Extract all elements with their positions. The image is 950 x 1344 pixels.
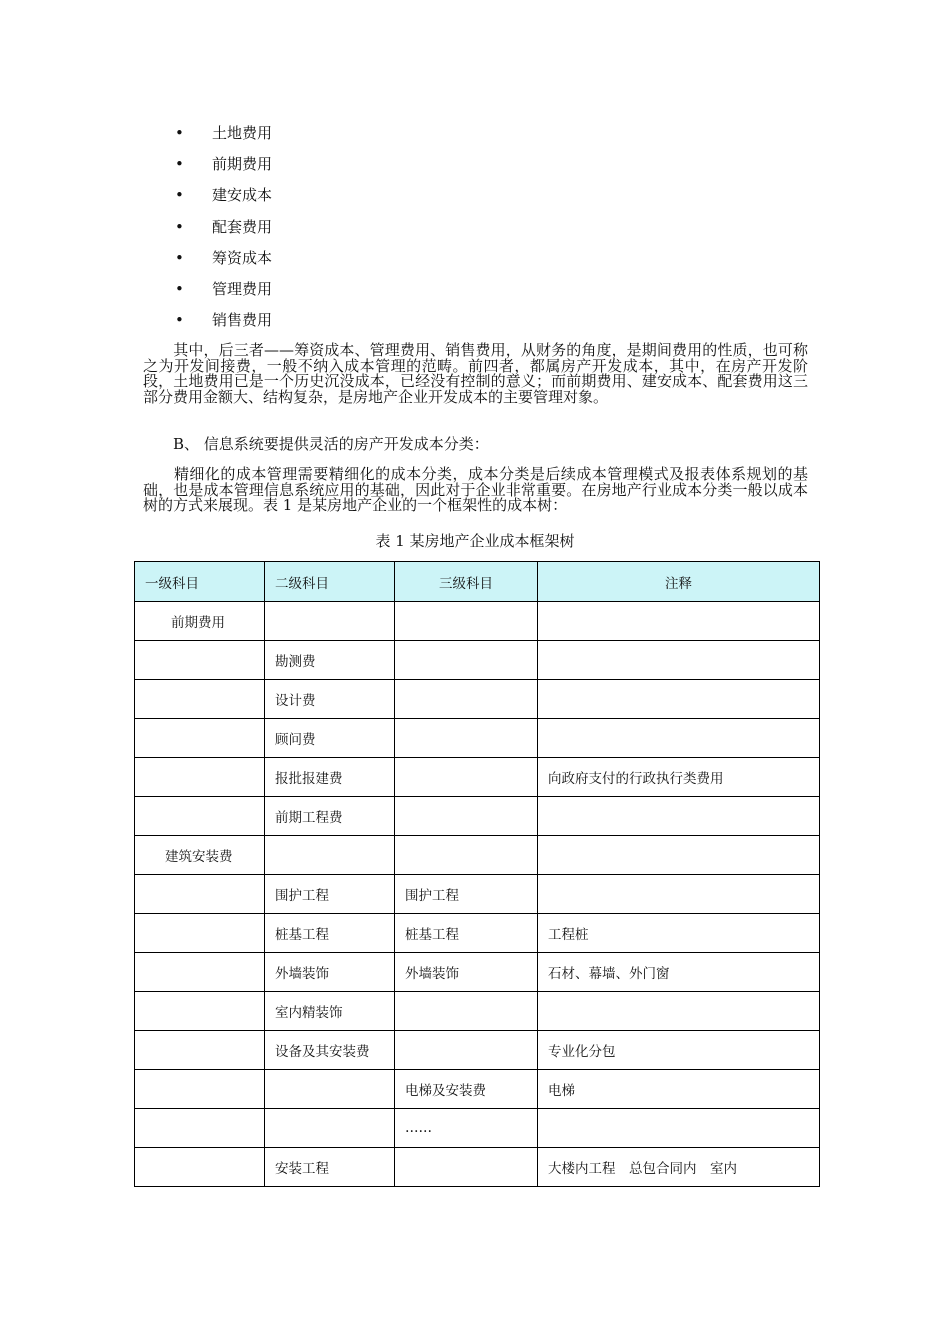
list-item-label: 销售费用 [212, 311, 273, 330]
list-item [175, 277, 272, 308]
list-item-label: 前期费用 [212, 155, 273, 174]
bullet-icon: • [175, 155, 184, 174]
table-row [135, 719, 820, 758]
table-cell [265, 1109, 395, 1148]
list-item-label: 筹资成本 [212, 248, 273, 267]
table-cell [538, 1109, 820, 1148]
table-cell [395, 719, 538, 758]
table-cell [395, 602, 538, 641]
table-cell: 前期工程费 [265, 797, 395, 836]
cost-item-list [175, 121, 272, 339]
cost-tree-table [134, 561, 820, 1187]
table-cell [395, 992, 538, 1031]
table-cell: 石材、幕墙、外门窗 [538, 953, 820, 992]
list-item-label: 管理费用 [212, 279, 273, 298]
table-cell: 专业化分包 [538, 1031, 820, 1070]
column-header-level1: 一级科目 [135, 562, 265, 602]
table-cell [135, 1031, 265, 1070]
paragraph-cost-classification: 精细化的成本管理需要精细化的成本分类，成本分类是后续成本管理模式及报表体系规划的基础，也是成本管理信息系统应用的基础，因此对于企业非常重要。在房地产行业成本分类一般以成本树的方式来展现。表 1 是某房地产企业的一个框架性的成本树： [143, 465, 808, 514]
table-cell [538, 797, 820, 836]
bullet-icon: • [175, 124, 184, 142]
list-item [175, 246, 272, 277]
table-cell [135, 1070, 265, 1109]
table-cell: 围护工程 [265, 875, 395, 914]
table-cell [395, 758, 538, 797]
list-item [175, 308, 272, 339]
table-cell [538, 680, 820, 719]
table-cell [538, 641, 820, 680]
table-cell: 设计费 [265, 680, 395, 719]
table-cell: 桩基工程 [395, 914, 538, 953]
table-row [135, 992, 820, 1031]
table-cell: 安装工程 [265, 1148, 395, 1187]
list-item [175, 152, 272, 183]
list-item [175, 215, 272, 246]
table-row [135, 797, 820, 836]
table-cell [395, 1031, 538, 1070]
table-cell [135, 758, 265, 797]
table-row [135, 641, 820, 680]
list-item-label: 建安成本 [212, 186, 273, 205]
table-cell: 工程桩 [538, 914, 820, 953]
table-cell [395, 1148, 538, 1187]
table-row [135, 914, 820, 953]
table-cell: 桩基工程 [265, 914, 395, 953]
table-cell [135, 1148, 265, 1187]
table-cell [135, 875, 265, 914]
table-header-row [135, 562, 820, 602]
table-row [135, 680, 820, 719]
table-cell [135, 797, 265, 836]
bullet-icon: • [175, 248, 184, 267]
table-cell: …… [395, 1109, 538, 1148]
table-cell [265, 602, 395, 641]
table-cell [395, 680, 538, 719]
table-cell: 设备及其安装费 [265, 1031, 395, 1070]
bullet-icon: • [175, 311, 184, 330]
table-cell [538, 719, 820, 758]
table-cell [538, 836, 820, 875]
table-row [135, 602, 820, 641]
table-cell: 建筑安装费 [135, 836, 265, 875]
table-cell [265, 836, 395, 875]
list-item-label: 配套费用 [212, 217, 273, 236]
table-row [135, 1148, 820, 1187]
table-cell: 向政府支付的行政执行类费用 [538, 758, 820, 797]
table-cell [135, 914, 265, 953]
table-row [135, 836, 820, 875]
table-cell: 勘测费 [265, 641, 395, 680]
table-cell: 电梯 [538, 1070, 820, 1109]
bullet-icon: • [175, 279, 184, 298]
column-header-level3: 三级科目 [395, 562, 538, 602]
table-cell: 电梯及安装费 [395, 1070, 538, 1109]
table-cell [135, 1109, 265, 1148]
table-row [135, 875, 820, 914]
table-cell: 大楼内工程 总包合同内 室内 [538, 1148, 820, 1187]
table-cell: 前期费用 [135, 602, 265, 641]
table-cell [395, 641, 538, 680]
list-item [175, 121, 272, 152]
table-cell [265, 1070, 395, 1109]
table-cell: 围护工程 [395, 875, 538, 914]
paragraph-heading-b: B、 信息系统要提供灵活的房产开发成本分类： [143, 435, 489, 453]
paragraph-period-costs: 其中，后三者——筹资成本、管理费用、销售费用，从财务的角度，是期间费用的性质，也可称之为开发间接费，一般不纳入成本管理的范畴。前四者，都属房产开发成本，其中，在房产开发阶段，土地费用已是一个历史沉没成本，已经没有控制的意义；而前期费用、建安成本、配套费用这三部分费用金额大、结构复杂，是房地产企业开发成本的主要管理对象。 [143, 341, 808, 406]
table-row [135, 953, 820, 992]
table-cell [135, 953, 265, 992]
table-cell: 顾问费 [265, 719, 395, 758]
column-header-notes: 注释 [538, 562, 820, 602]
table-caption: 表 1 某房地产企业成本框架树 [375, 532, 575, 550]
table-row [135, 1031, 820, 1070]
column-header-level2: 二级科目 [265, 562, 395, 602]
table-cell [135, 641, 265, 680]
table-cell: 室内精装饰 [265, 992, 395, 1031]
table-cell [538, 992, 820, 1031]
bullet-icon: • [175, 186, 184, 205]
table-row [135, 1109, 820, 1148]
table-row [135, 758, 820, 797]
table-cell [395, 797, 538, 836]
table-cell [538, 875, 820, 914]
table-cell [395, 836, 538, 875]
table-row [135, 1070, 820, 1109]
table-cell [135, 680, 265, 719]
list-item [175, 183, 272, 214]
table-cell: 报批报建费 [265, 758, 395, 797]
table-cell: 外墙装饰 [395, 953, 538, 992]
table-cell [538, 602, 820, 641]
bullet-icon: • [175, 217, 184, 236]
table-cell: 外墙装饰 [265, 953, 395, 992]
list-item-label: 土地费用 [212, 124, 273, 142]
table-cell [135, 719, 265, 758]
table-cell [135, 992, 265, 1031]
